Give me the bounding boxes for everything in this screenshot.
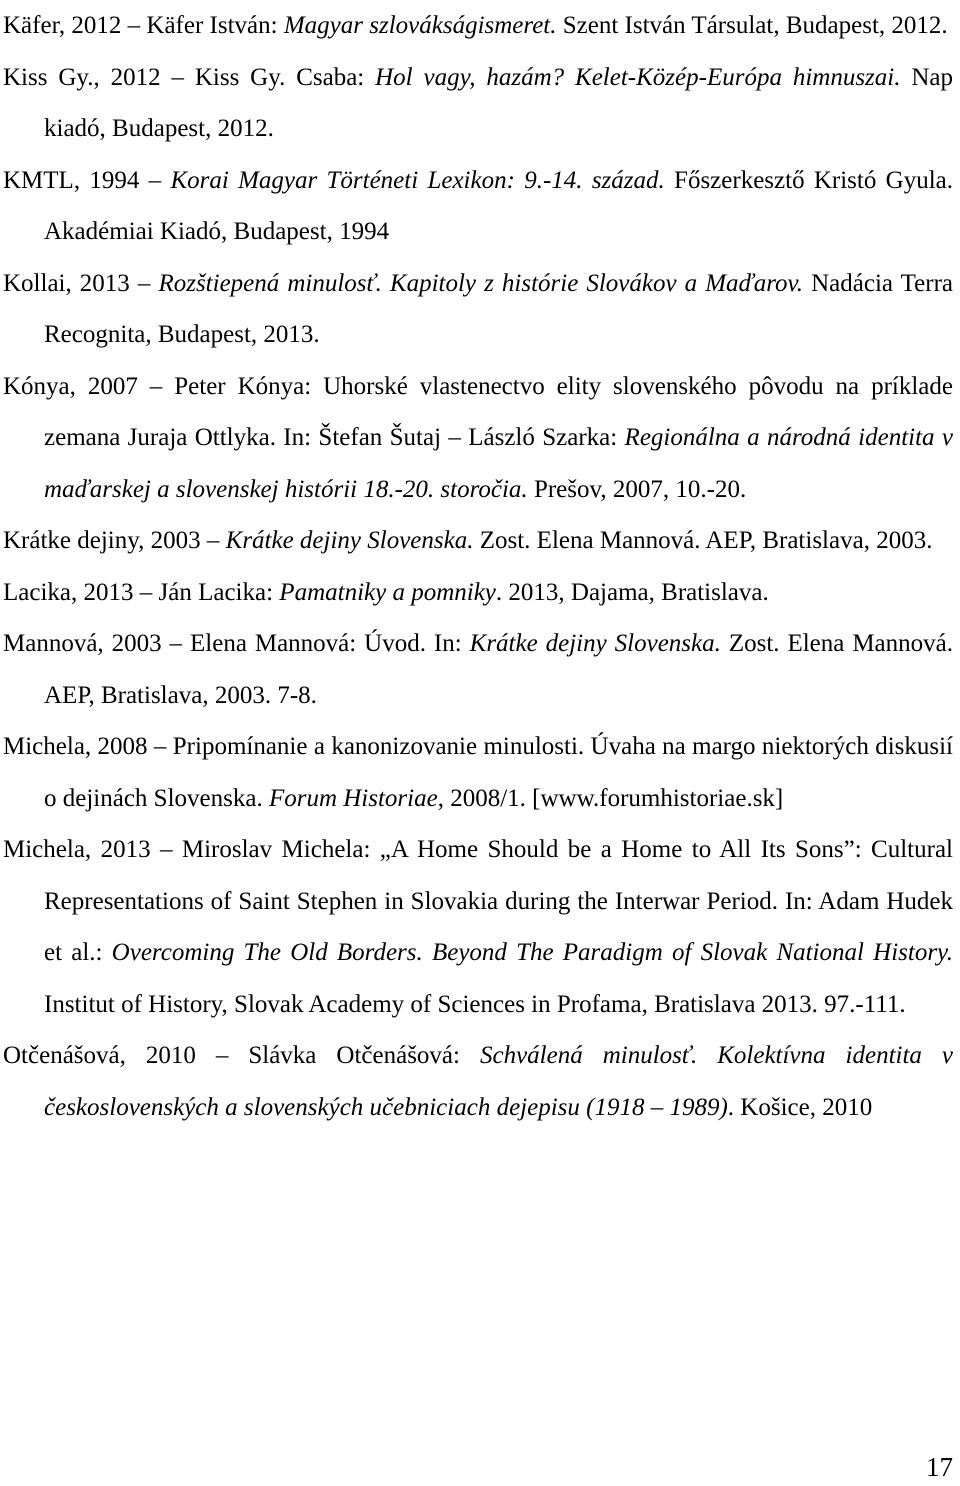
entry-title-italic: Krátke dejiny Slovenska. bbox=[469, 630, 721, 657]
entry-title-italic: Rozštiepená minulosť. Kapitoly z histórie Slovákov a Maďarov. bbox=[158, 269, 804, 297]
entry-text: Michela, 2013 – Miroslav Michela: „A Home Should be a Home to All Its Sons”: Cultural Representations of Saint Stephen in Slovakia during the Interwar Period. In: Adam Hudek et al.: bbox=[3, 836, 953, 966]
bibliography-entry bbox=[3, 361, 953, 516]
entry-title-italic: Pamatniky a pomniky bbox=[279, 578, 496, 606]
entry-text: Lacika, 2013 – Ján Lacika: bbox=[3, 578, 280, 606]
entry-title-italic: Schválená minulosť. Kolektívna identita v československých a slovenských učebniciach dejepisu (1918 – 1989) bbox=[44, 1042, 953, 1121]
bibliography-entry bbox=[3, 515, 953, 567]
entry-text: KMTL, 1994 – bbox=[3, 166, 171, 194]
entry-text: Institut of History, Slovak Academy of Sciences in Profama, Bratislava 2013. 97.-111. bbox=[44, 990, 906, 1018]
entry-text: Mannová, 2003 – Elena Mannová: Úvod. In: bbox=[3, 630, 470, 657]
entry-text: Főszerkesztő Kristó Gyula. Akadémiai Kiadó, Budapest, 1994 bbox=[44, 166, 953, 245]
bibliography-entry bbox=[3, 0, 953, 52]
entry-title-italic: Forum Historiae bbox=[268, 784, 438, 812]
entry-text: . 2013, Dajama, Bratislava. bbox=[495, 578, 769, 606]
bibliography-entry bbox=[3, 52, 953, 155]
entry-text: Nadácia Terra Recognita, Budapest, 2013. bbox=[44, 269, 953, 348]
entry-title-italic: Magyar szlovákságismeret. bbox=[283, 12, 557, 39]
page-number: 17 bbox=[926, 1452, 953, 1482]
bibliography-entry bbox=[3, 567, 953, 619]
entry-text: Szent István Társulat, Budapest, 2012. bbox=[556, 12, 948, 39]
entry-text: Krátke dejiny, 2003 – bbox=[3, 527, 226, 554]
entry-text: Käfer, 2012 – Käfer István: bbox=[3, 12, 284, 39]
bibliography-entry bbox=[3, 721, 953, 824]
bibliography-entry bbox=[3, 1030, 953, 1133]
entry-text: Zost. Elena Mannová. AEP, Bratislava, 2003. bbox=[473, 527, 933, 554]
entry-title-italic: Korai Magyar Történeti Lexikon: 9.-14. század. bbox=[170, 166, 665, 194]
entry-text: Kónya, 2007 – Peter Kónya: Uhorské vlastenectvo elity slovenského pôvodu na príklade zemana Juraja Ottlyka. In: Štefan Šutaj – László Szarka: bbox=[3, 372, 953, 451]
bibliography-entry bbox=[3, 155, 953, 258]
bibliography-entry bbox=[3, 618, 953, 721]
bibliography-entry bbox=[3, 258, 953, 361]
entry-text: . Košice, 2010 bbox=[727, 1093, 873, 1121]
entry-title-italic: Hol vagy, hazám? Kelet-Közép-Európa himnuszai. bbox=[375, 63, 901, 91]
entry-text: Zost. Elena Mannová. AEP, Bratislava, 2003. 7-8. bbox=[44, 630, 953, 709]
entry-text: Kollai, 2013 – bbox=[3, 269, 159, 297]
entry-title-italic: Regionálna a národná identita v maďarskej a slovenskej histórii 18.-20. storočia. bbox=[44, 424, 953, 503]
entry-text: Nap kiadó, Budapest, 2012. bbox=[44, 63, 953, 142]
bibliography-list bbox=[3, 0, 953, 1133]
entry-text: Otčenášová, 2010 – Slávka Otčenášová: bbox=[3, 1042, 480, 1069]
entry-text: Kiss Gy., 2012 – Kiss Gy. Csaba: bbox=[3, 63, 376, 91]
entry-text: Michela, 2008 – Pripomínanie a kanonizovanie minulosti. Úvaha na margo niektorých diskusií o dejinách Slovenska. bbox=[3, 733, 953, 812]
entry-text: , 2008/1. [www.forumhistoriae.sk] bbox=[437, 784, 784, 812]
bibliography-entry bbox=[3, 824, 953, 1030]
entry-title-italic: Overcoming The Old Borders. Beyond The Paradigm of Slovak National History. bbox=[111, 939, 954, 966]
entry-title-italic: Krátke dejiny Slovenska. bbox=[225, 527, 474, 554]
entry-text: Prešov, 2007, 10.-20. bbox=[527, 475, 747, 503]
